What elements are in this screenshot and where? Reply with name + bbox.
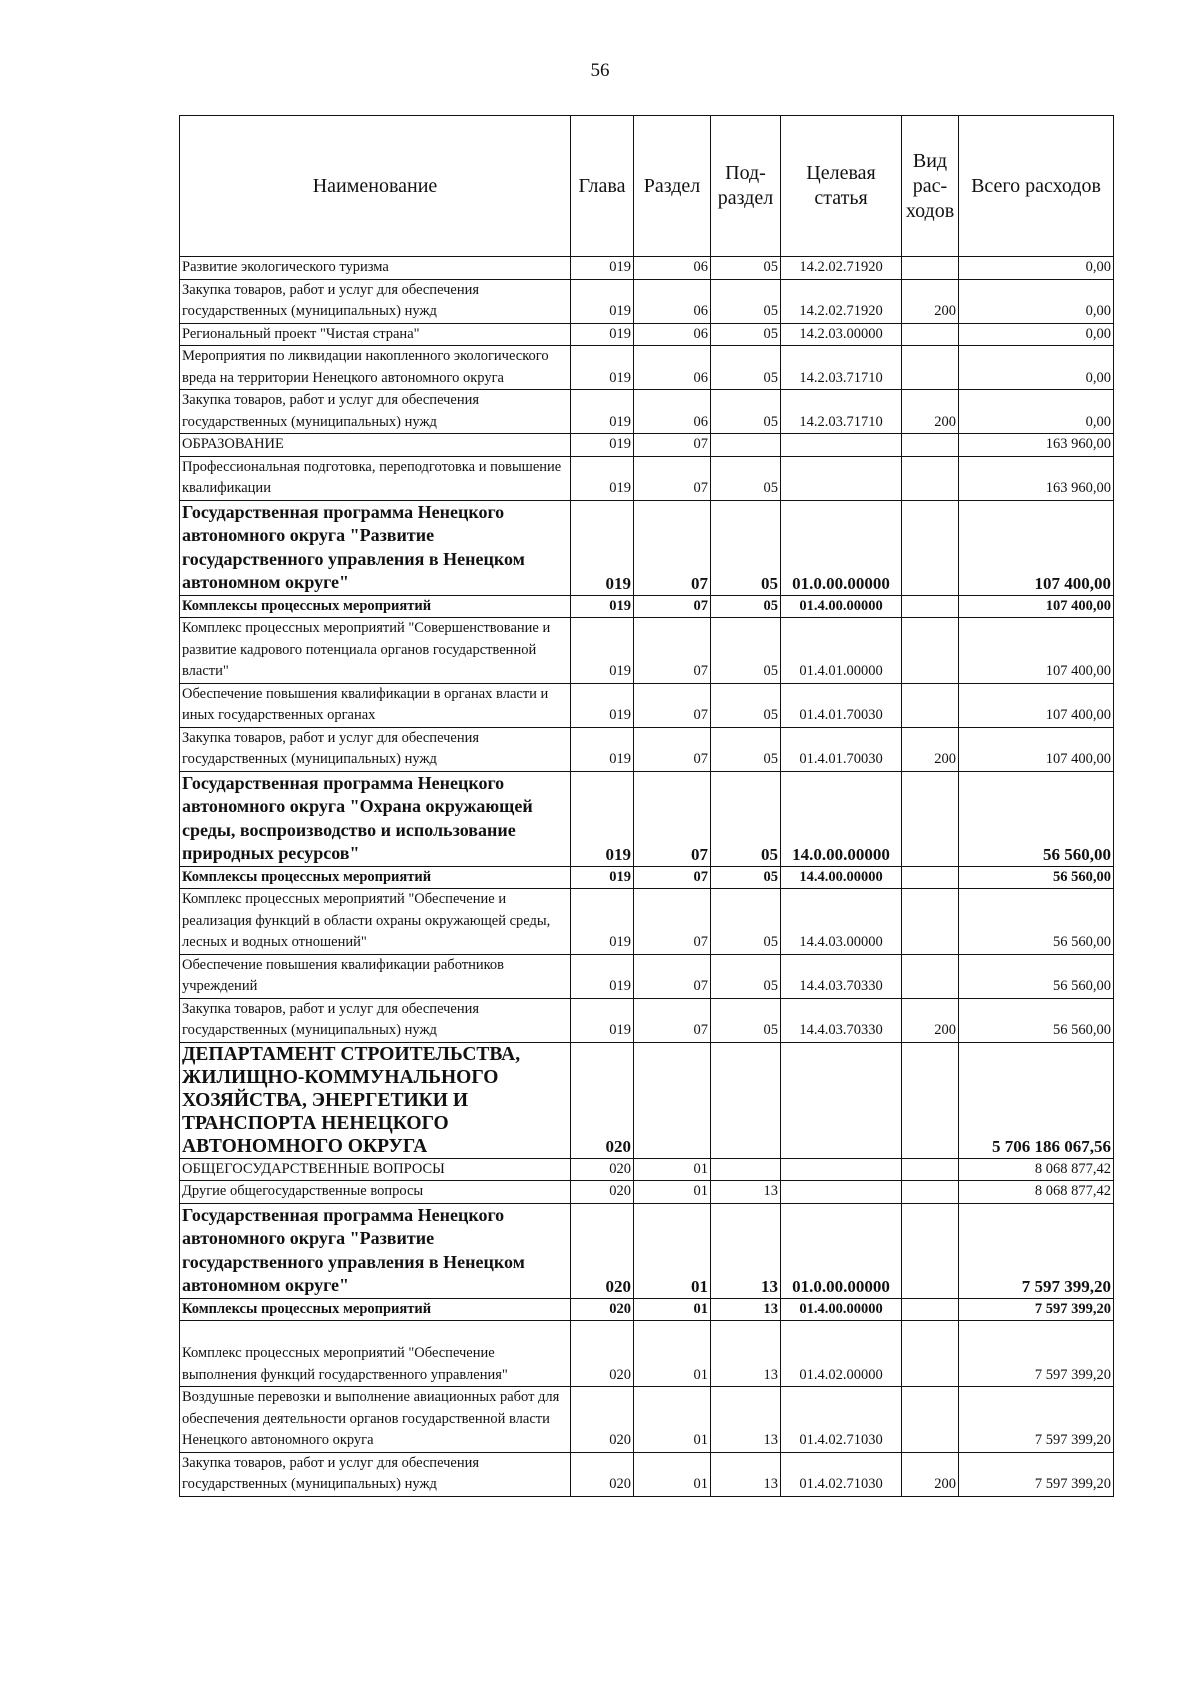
cell-name: Закупка товаров, работ и услуг для обеспечения государственных (муниципальных) нужд (180, 1452, 571, 1496)
cell-name: ОБРАЗОВАНИЕ (180, 434, 571, 457)
cell-razdel: 07 (634, 456, 711, 500)
cell-podrazdel: 05 (711, 954, 781, 998)
table-header-row (180, 116, 1114, 257)
cell-total: 0,00 (959, 257, 1114, 280)
cell-vid (902, 1321, 959, 1387)
cell-podrazdel: 05 (711, 456, 781, 500)
cell-celevaya: 14.2.02.71920 (781, 257, 902, 280)
cell-total: 7 597 399,20 (959, 1387, 1114, 1453)
cell-total: 7 597 399,20 (959, 1452, 1114, 1496)
cell-total: 56 560,00 (959, 771, 1114, 866)
cell-glava: 019 (571, 954, 634, 998)
cell-vid: 200 (902, 727, 959, 771)
cell-podrazdel: 05 (711, 683, 781, 727)
cell-podrazdel: 13 (711, 1181, 781, 1204)
table-row (180, 1387, 1114, 1453)
cell-glava: 019 (571, 595, 634, 618)
table-row (180, 456, 1114, 500)
cell-celevaya (781, 456, 902, 500)
page-number: 56 (590, 60, 610, 81)
cell-name: Обеспечение повышения квалификации работников учреждений (180, 954, 571, 998)
cell-podrazdel: 05 (711, 500, 781, 595)
cell-total: 8 068 877,42 (959, 1158, 1114, 1181)
cell-name: Комплексы процессных мероприятий (180, 595, 571, 618)
cell-vid (902, 500, 959, 595)
cell-vid (902, 1042, 959, 1158)
cell-razdel: 07 (634, 434, 711, 457)
cell-celevaya: 14.4.03.70330 (781, 998, 902, 1042)
cell-glava: 020 (571, 1298, 634, 1321)
cell-podrazdel: 05 (711, 618, 781, 684)
table-row (180, 1203, 1114, 1298)
cell-razdel: 07 (634, 954, 711, 998)
table-row (180, 618, 1114, 684)
table-row (180, 1452, 1114, 1496)
cell-name: Развитие экологического туризма (180, 257, 571, 280)
table-row (180, 257, 1114, 280)
cell-vid (902, 889, 959, 955)
cell-podrazdel: 05 (711, 771, 781, 866)
cell-glava: 019 (571, 390, 634, 434)
cell-name: Комплекс процессных мероприятий "Обеспечение и реализация функций в области охраны окружающей среды, лесных и водных отношений" (180, 889, 571, 955)
cell-name: Закупка товаров, работ и услуг для обеспечения государственных (муниципальных) нужд (180, 390, 571, 434)
cell-name: Закупка товаров, работ и услуг для обеспечения государственных (муниципальных) нужд (180, 727, 571, 771)
cell-razdel: 06 (634, 279, 711, 323)
cell-vid (902, 1387, 959, 1453)
cell-podrazdel: 13 (711, 1387, 781, 1453)
cell-name: Государственная программа Ненецкого автономного округа "Развитие государственного управления в Ненецком автономном округе" (180, 500, 571, 595)
cell-glava: 020 (571, 1181, 634, 1204)
cell-podrazdel: 13 (711, 1203, 781, 1298)
cell-total: 107 400,00 (959, 500, 1114, 595)
cell-glava: 019 (571, 346, 634, 390)
cell-vid (902, 1158, 959, 1181)
cell-celevaya (781, 1181, 902, 1204)
cell-podrazdel: 05 (711, 595, 781, 618)
table-row (180, 954, 1114, 998)
cell-total: 0,00 (959, 390, 1114, 434)
cell-total: 8 068 877,42 (959, 1181, 1114, 1204)
cell-razdel: 06 (634, 390, 711, 434)
cell-podrazdel (711, 1158, 781, 1181)
cell-podrazdel: 05 (711, 390, 781, 434)
table-row (180, 434, 1114, 457)
table-row (180, 595, 1114, 618)
cell-celevaya: 01.4.02.71030 (781, 1387, 902, 1453)
cell-name: Воздушные перевозки и выполнение авиационных работ для обеспечения деятельности органов государственной власти Ненецкого автономного округа (180, 1387, 571, 1453)
cell-celevaya: 14.2.03.71710 (781, 346, 902, 390)
cell-glava: 019 (571, 456, 634, 500)
cell-glava: 019 (571, 998, 634, 1042)
cell-total: 56 560,00 (959, 889, 1114, 955)
header-total: Всего расходов (959, 116, 1114, 257)
table-row (180, 683, 1114, 727)
table-row (180, 889, 1114, 955)
cell-total: 56 560,00 (959, 998, 1114, 1042)
cell-name: Комплексы процессных мероприятий (180, 1298, 571, 1321)
table-row (180, 998, 1114, 1042)
cell-vid: 200 (902, 279, 959, 323)
cell-glava: 020 (571, 1387, 634, 1453)
cell-celevaya (781, 1042, 902, 1158)
cell-vid: 200 (902, 998, 959, 1042)
cell-podrazdel: 05 (711, 323, 781, 346)
cell-glava: 020 (571, 1158, 634, 1181)
cell-vid: 200 (902, 390, 959, 434)
cell-razdel: 01 (634, 1387, 711, 1453)
cell-celevaya: 01.4.02.00000 (781, 1321, 902, 1387)
cell-podrazdel (711, 434, 781, 457)
cell-podrazdel: 13 (711, 1298, 781, 1321)
cell-razdel: 07 (634, 727, 711, 771)
cell-razdel: 01 (634, 1452, 711, 1496)
cell-vid (902, 456, 959, 500)
cell-glava: 019 (571, 727, 634, 771)
cell-podrazdel: 05 (711, 279, 781, 323)
cell-razdel: 06 (634, 257, 711, 280)
cell-total: 0,00 (959, 323, 1114, 346)
cell-razdel: 07 (634, 866, 711, 889)
cell-razdel (634, 1042, 711, 1158)
cell-glava: 019 (571, 257, 634, 280)
cell-podrazdel: 05 (711, 866, 781, 889)
cell-vid (902, 434, 959, 457)
cell-glava: 019 (571, 889, 634, 955)
cell-razdel: 06 (634, 323, 711, 346)
table-row (180, 1042, 1114, 1158)
header-glava: Глава (571, 116, 634, 257)
table-row (180, 323, 1114, 346)
header-vid: Вид рас-ходов (902, 116, 959, 257)
cell-vid (902, 1298, 959, 1321)
cell-total: 7 597 399,20 (959, 1203, 1114, 1298)
cell-celevaya: 14.4.03.00000 (781, 889, 902, 955)
cell-total: 56 560,00 (959, 954, 1114, 998)
cell-glava: 019 (571, 771, 634, 866)
cell-name: Государственная программа Ненецкого автономного округа "Охрана окружающей среды, воспроизводство и использование природных ресурсов" (180, 771, 571, 866)
cell-podrazdel: 05 (711, 257, 781, 280)
cell-name: ОБЩЕГОСУДАРСТВЕННЫЕ ВОПРОСЫ (180, 1158, 571, 1181)
cell-podrazdel (711, 1042, 781, 1158)
header-name: Наименование (180, 116, 571, 257)
cell-vid (902, 771, 959, 866)
cell-podrazdel: 05 (711, 889, 781, 955)
cell-name: Комплекс процессных мероприятий "Обеспечение выполнения функций государственного управления" (180, 1321, 571, 1387)
cell-glava: 019 (571, 434, 634, 457)
cell-razdel: 01 (634, 1321, 711, 1387)
cell-name: Мероприятия по ликвидации накопленного экологического вреда на территории Ненецкого автономного округа (180, 346, 571, 390)
cell-razdel: 01 (634, 1158, 711, 1181)
cell-celevaya: 14.4.00.00000 (781, 866, 902, 889)
table-row (180, 1298, 1114, 1321)
cell-name: Комплекс процессных мероприятий "Совершенствование и развитие кадрового потенциала органов государственной власти" (180, 618, 571, 684)
cell-glava: 019 (571, 683, 634, 727)
table-row (180, 727, 1114, 771)
cell-glava: 019 (571, 618, 634, 684)
cell-celevaya: 14.2.02.71920 (781, 279, 902, 323)
cell-name: Закупка товаров, работ и услуг для обеспечения государственных (муниципальных) нужд (180, 279, 571, 323)
cell-vid (902, 954, 959, 998)
cell-glava: 020 (571, 1452, 634, 1496)
cell-total: 0,00 (959, 279, 1114, 323)
cell-razdel: 01 (634, 1298, 711, 1321)
cell-name: Другие общегосударственные вопросы (180, 1181, 571, 1204)
cell-podrazdel: 05 (711, 346, 781, 390)
cell-razdel: 07 (634, 683, 711, 727)
cell-vid (902, 1181, 959, 1204)
table-row (180, 390, 1114, 434)
cell-podrazdel: 13 (711, 1321, 781, 1387)
cell-vid (902, 595, 959, 618)
cell-celevaya: 01.4.00.00000 (781, 1298, 902, 1321)
budget-table (179, 115, 1114, 1497)
cell-name: ДЕПАРТАМЕНТ СТРОИТЕЛЬСТВА, ЖИЛИЩНО-КОММУНАЛЬНОГО ХОЗЯЙСТВА, ЭНЕРГЕТИКИ И ТРАНСПОРТА НЕНЕЦКОГО АВТОНОМНОГО ОКРУГА (180, 1042, 571, 1158)
cell-name: Комплексы процессных мероприятий (180, 866, 571, 889)
cell-podrazdel: 05 (711, 727, 781, 771)
cell-vid (902, 683, 959, 727)
table-row (180, 500, 1114, 595)
cell-razdel: 07 (634, 889, 711, 955)
cell-celevaya: 01.4.02.71030 (781, 1452, 902, 1496)
cell-total: 0,00 (959, 346, 1114, 390)
cell-razdel: 07 (634, 771, 711, 866)
cell-total: 107 400,00 (959, 683, 1114, 727)
cell-total: 5 706 186 067,56 (959, 1042, 1114, 1158)
cell-razdel: 07 (634, 618, 711, 684)
cell-name: Региональный проект "Чистая страна" (180, 323, 571, 346)
table-row (180, 1158, 1114, 1181)
cell-total: 107 400,00 (959, 618, 1114, 684)
cell-podrazdel: 13 (711, 1452, 781, 1496)
cell-glava: 019 (571, 323, 634, 346)
cell-total: 107 400,00 (959, 727, 1114, 771)
cell-vid (902, 346, 959, 390)
cell-razdel: 07 (634, 595, 711, 618)
table-row (180, 866, 1114, 889)
cell-vid (902, 866, 959, 889)
cell-vid: 200 (902, 1452, 959, 1496)
cell-vid (902, 618, 959, 684)
cell-vid (902, 257, 959, 280)
cell-name: Обеспечение повышения квалификации в органах власти и иных государственных органах (180, 683, 571, 727)
cell-celevaya: 01.4.01.70030 (781, 683, 902, 727)
cell-celevaya: 01.0.00.00000 (781, 1203, 902, 1298)
header-celevaya: Целевая статья (781, 116, 902, 257)
table-row (180, 1181, 1114, 1204)
cell-celevaya: 01.0.00.00000 (781, 500, 902, 595)
cell-celevaya: 01.4.00.00000 (781, 595, 902, 618)
cell-glava: 019 (571, 279, 634, 323)
header-razdel: Раздел (634, 116, 711, 257)
cell-glava: 020 (571, 1321, 634, 1387)
table-row (180, 771, 1114, 866)
cell-razdel: 06 (634, 346, 711, 390)
cell-total: 163 960,00 (959, 456, 1114, 500)
cell-vid (902, 323, 959, 346)
cell-total: 7 597 399,20 (959, 1298, 1114, 1321)
cell-total: 163 960,00 (959, 434, 1114, 457)
cell-name: Государственная программа Ненецкого автономного округа "Развитие государственного управления в Ненецком автономном округе" (180, 1203, 571, 1298)
cell-glava: 019 (571, 500, 634, 595)
cell-name: Закупка товаров, работ и услуг для обеспечения государственных (муниципальных) нужд (180, 998, 571, 1042)
cell-podrazdel: 05 (711, 998, 781, 1042)
cell-razdel: 07 (634, 500, 711, 595)
cell-razdel: 01 (634, 1203, 711, 1298)
cell-celevaya: 14.2.03.71710 (781, 390, 902, 434)
cell-celevaya: 01.4.01.70030 (781, 727, 902, 771)
cell-celevaya: 14.2.03.00000 (781, 323, 902, 346)
table-row (180, 346, 1114, 390)
cell-total: 56 560,00 (959, 866, 1114, 889)
cell-celevaya (781, 434, 902, 457)
cell-glava: 020 (571, 1042, 634, 1158)
cell-razdel: 01 (634, 1181, 711, 1204)
table-body (180, 257, 1114, 1497)
cell-total: 107 400,00 (959, 595, 1114, 618)
table-row (180, 1321, 1114, 1387)
table-row (180, 279, 1114, 323)
cell-glava: 019 (571, 866, 634, 889)
cell-vid (902, 1203, 959, 1298)
cell-glava: 020 (571, 1203, 634, 1298)
cell-celevaya: 01.4.01.00000 (781, 618, 902, 684)
cell-celevaya: 14.4.03.70330 (781, 954, 902, 998)
cell-name: Профессиональная подготовка, переподготовка и повышение квалификации (180, 456, 571, 500)
cell-total: 7 597 399,20 (959, 1321, 1114, 1387)
cell-celevaya (781, 1158, 902, 1181)
cell-celevaya: 14.0.00.00000 (781, 771, 902, 866)
header-podrazdel: Под-раздел (711, 116, 781, 257)
cell-razdel: 07 (634, 998, 711, 1042)
